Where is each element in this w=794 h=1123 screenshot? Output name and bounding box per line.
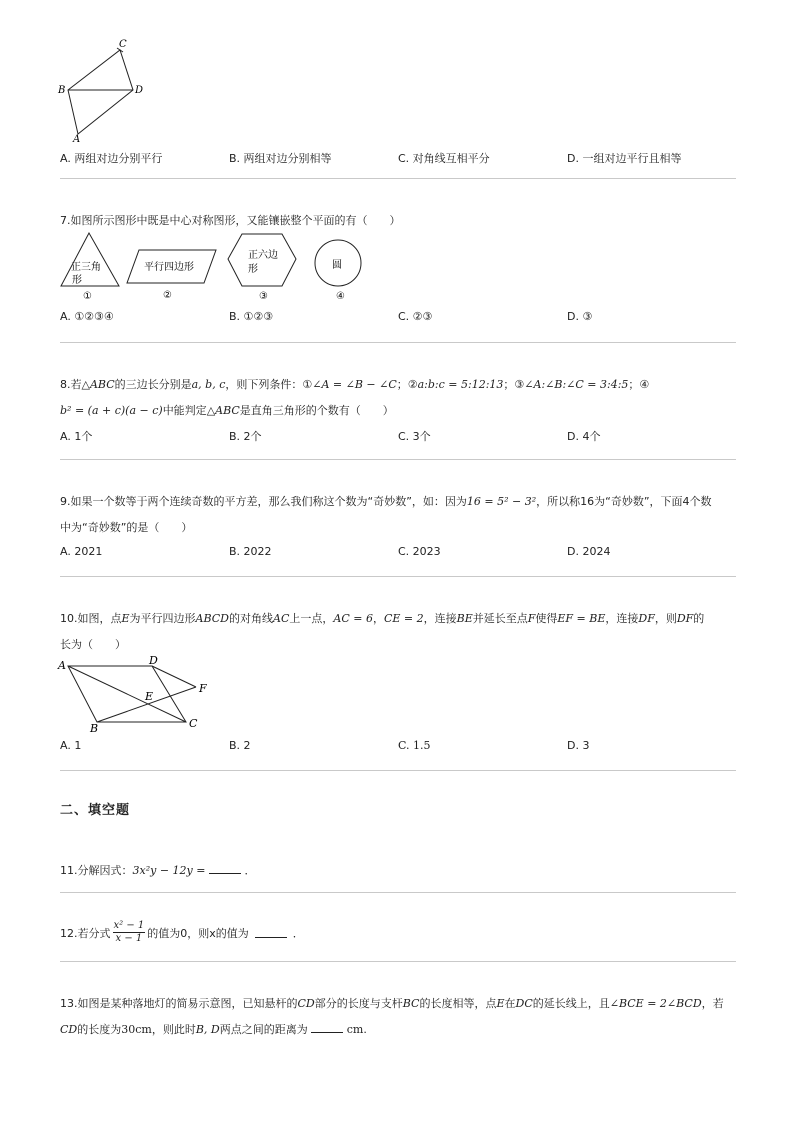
q13-answer-blank[interactable] xyxy=(311,1022,343,1033)
q9-stem-line-1 xyxy=(60,493,712,509)
q10-option-c[interactable]: C. 1.5 xyxy=(398,739,431,752)
q9-option-a[interactable]: A. 2021 xyxy=(60,545,103,558)
q12-denominator: x − 1 xyxy=(115,933,143,944)
q13-text: ，则此时 xyxy=(151,1023,196,1036)
q13-math: E xyxy=(496,997,505,1010)
q10-text: ，则 xyxy=(654,612,677,625)
q13-text: 13.如图是某种落地灯的简易示意图，已知悬杆的 xyxy=(60,997,298,1010)
q10-label-f: F xyxy=(199,682,207,695)
q8-condition-1: ∠A = ∠B − ∠C xyxy=(312,378,397,391)
q10-math: AC = 6 xyxy=(333,612,373,625)
divider xyxy=(60,770,736,771)
q8-text: 是直角三角形的个数有（ ） xyxy=(239,404,394,417)
q13-math: DC xyxy=(515,997,533,1010)
q10-math: DF xyxy=(638,612,655,625)
q10-option-d[interactable]: D. 3 xyxy=(567,739,590,752)
q10-math: EF = BE xyxy=(557,612,606,625)
q13-text: 部分的长度与支杆 xyxy=(314,997,403,1010)
q7-num-2: ② xyxy=(163,290,172,301)
q12-fraction xyxy=(113,920,146,945)
q7-triangle-label-1: 正三角 xyxy=(71,262,101,273)
section-title: 二、填空题 xyxy=(60,803,131,818)
q8-text: ；③ xyxy=(503,378,525,391)
q8-text: 中能判定 xyxy=(162,404,207,417)
q8-text: 的三边长分别是 xyxy=(114,378,192,391)
q8-option-b[interactable]: B. 2个 xyxy=(229,430,262,443)
q10-text: 的对角线 xyxy=(229,612,273,625)
q10-text: ， xyxy=(372,612,384,625)
q13-unit: cm xyxy=(346,1023,364,1036)
q7-hexagon-label-2: 形 xyxy=(248,264,258,275)
divider xyxy=(60,178,736,179)
q6-label-b: B xyxy=(58,85,66,96)
q9-option-d[interactable]: D. 2024 xyxy=(567,545,611,558)
q12-text: 12.若分式 xyxy=(60,926,111,940)
q7-triangle-label-2: 形 xyxy=(72,275,82,286)
q10-text: 上一点， xyxy=(289,612,334,625)
q10-label-d: D xyxy=(149,654,158,667)
q13-math: ∠BCE = 2∠BCD xyxy=(609,997,702,1010)
q10-math: F xyxy=(527,612,536,625)
q11-stem xyxy=(60,862,255,878)
q12-answer-blank[interactable] xyxy=(255,927,287,938)
q7-option-c[interactable]: C. ②③ xyxy=(398,310,433,323)
q13-math: CD xyxy=(60,1023,78,1036)
q10-label-e: E xyxy=(145,690,154,703)
q7-num-4: ④ xyxy=(336,291,345,302)
q8-text: 8.若 xyxy=(60,378,82,391)
q6-option-a[interactable]: A. 两组对边分别平行 xyxy=(60,152,163,165)
q7-option-a[interactable]: A. ①②③④ xyxy=(60,310,114,323)
q12-text: ． xyxy=(292,926,304,940)
q13-length: 30cm xyxy=(121,1023,152,1036)
q10-text: 使得 xyxy=(535,612,558,625)
q12-numerator: x² − 1 xyxy=(113,920,145,931)
divider xyxy=(60,342,736,343)
q6-option-d[interactable]: D. 一组对边平行且相等 xyxy=(567,152,682,165)
q10-math: CE = 2 xyxy=(383,612,424,625)
q10-math: E xyxy=(121,612,130,625)
q13-stem-line-2 xyxy=(60,1021,367,1037)
q10-text: ，连接 xyxy=(423,612,457,625)
q10-math: ABCD xyxy=(195,612,229,625)
q10-text: 10.如图，点 xyxy=(60,612,122,625)
q8-option-d[interactable]: D. 4个 xyxy=(567,430,601,443)
q10-text: 的 xyxy=(693,612,705,625)
q8-option-a[interactable]: A. 1个 xyxy=(60,430,93,443)
q13-text: . xyxy=(363,1023,367,1036)
q11-answer-blank[interactable] xyxy=(209,863,241,874)
q11-expression: 3x²y − 12y = xyxy=(132,864,206,877)
q8-option-c[interactable]: C. 3个 xyxy=(398,430,431,443)
q7-num-3: ③ xyxy=(259,291,268,302)
q8-math: △ABC xyxy=(206,404,240,417)
q10-text: ，连接 xyxy=(605,612,639,625)
q10-math: DF xyxy=(676,612,694,625)
q7-option-d[interactable]: D. ③ xyxy=(567,310,593,323)
q7-circle-label: 圆 xyxy=(332,260,342,271)
q8-condition-3: ∠A:∠B:∠C = 3:4:5 xyxy=(524,378,629,391)
q10-option-a[interactable]: A. 1 xyxy=(60,739,82,752)
q7-figure xyxy=(56,228,368,304)
q10-stem-line-2: 长为（ ） xyxy=(60,638,126,651)
q10-text: 为平行四边形 xyxy=(129,612,196,625)
q6-quadrilateral xyxy=(68,50,133,134)
q9-equation: 16 = 5² − 3² xyxy=(466,495,537,508)
q9-option-b[interactable]: B. 2022 xyxy=(229,545,272,558)
q8-condition-2: a:b:c = 5:12:13 xyxy=(417,378,504,391)
q12-stem xyxy=(60,920,304,945)
q8-text: ；② xyxy=(396,378,418,391)
q8-math: △ABC xyxy=(81,378,115,391)
q8-stem-line-1 xyxy=(60,376,649,392)
q11-text: ． xyxy=(244,864,256,877)
q13-text: 的长度相等，点 xyxy=(419,997,497,1010)
q13-math: CD xyxy=(297,997,315,1010)
q8-stem-line-2 xyxy=(60,402,394,418)
divider xyxy=(60,961,736,962)
q13-text: ，若 xyxy=(701,997,724,1010)
q10-text: 并延长至点 xyxy=(472,612,528,625)
q7-hexagon-label-1: 正六边 xyxy=(248,250,278,261)
q6-option-c[interactable]: C. 对角线互相平分 xyxy=(398,152,490,165)
q10-diagonal-ac xyxy=(68,666,186,722)
q7-option-b[interactable]: B. ①②③ xyxy=(229,310,274,323)
q10-label-c: C xyxy=(189,717,198,730)
q10-math: AC xyxy=(273,612,290,625)
q6-figure xyxy=(55,38,155,144)
divider xyxy=(60,892,736,893)
q8-text: ，则下列条件：① xyxy=(225,378,313,391)
q13-text: 的长度为 xyxy=(77,1023,122,1036)
q11-text: 11.分解因式： xyxy=(60,864,133,877)
q10-stem-line-1 xyxy=(60,610,704,626)
q8-math: a, b, c xyxy=(191,378,226,391)
divider xyxy=(60,576,736,577)
q7-num-1: ① xyxy=(83,291,92,302)
q13-math: BC xyxy=(402,997,420,1010)
q8-condition-4: b² = (a + c)(a − c) xyxy=(60,404,163,417)
q7-parallelogram-label: 平行四边形 xyxy=(144,262,194,273)
q13-text: 在 xyxy=(504,997,516,1010)
q13-text: 两点之间的距离为 xyxy=(219,1023,308,1036)
q13-math: B, D xyxy=(195,1023,220,1036)
q6-label-c: C xyxy=(119,39,127,50)
q6-label-d: D xyxy=(135,85,144,96)
q10-math: BE xyxy=(456,612,473,625)
q10-option-b[interactable]: B. 2 xyxy=(229,739,251,752)
divider xyxy=(60,459,736,460)
q10-label-a: A xyxy=(58,659,66,672)
q9-stem-line-2: 中为“奇妙数”的是（ ） xyxy=(60,521,193,534)
q9-option-c[interactable]: C. 2023 xyxy=(398,545,441,558)
q6-option-b[interactable]: B. 两组对边分别相等 xyxy=(229,152,332,165)
q10-label-b: B xyxy=(90,722,99,735)
q13-text: 的延长线上，且 xyxy=(532,997,610,1010)
q12-text: 的值为0，则x的值为 xyxy=(147,926,249,940)
q13-stem-line-1 xyxy=(60,995,724,1011)
q7-stem: 7.如图所示图形中既是中心对称图形，又能镶嵌整个平面的有（ ） xyxy=(60,214,401,227)
q6-label-a: A xyxy=(73,134,81,144)
q8-text: ；④ xyxy=(628,378,650,391)
q10-figure xyxy=(56,653,216,735)
q9-text: 9.如果一个数等于两个连续奇数的平方差，那么我们称这个数为“奇妙数”，如：因为 xyxy=(60,495,467,508)
q9-text: ，所以称16为“奇妙数”，下面4个数 xyxy=(536,495,712,508)
